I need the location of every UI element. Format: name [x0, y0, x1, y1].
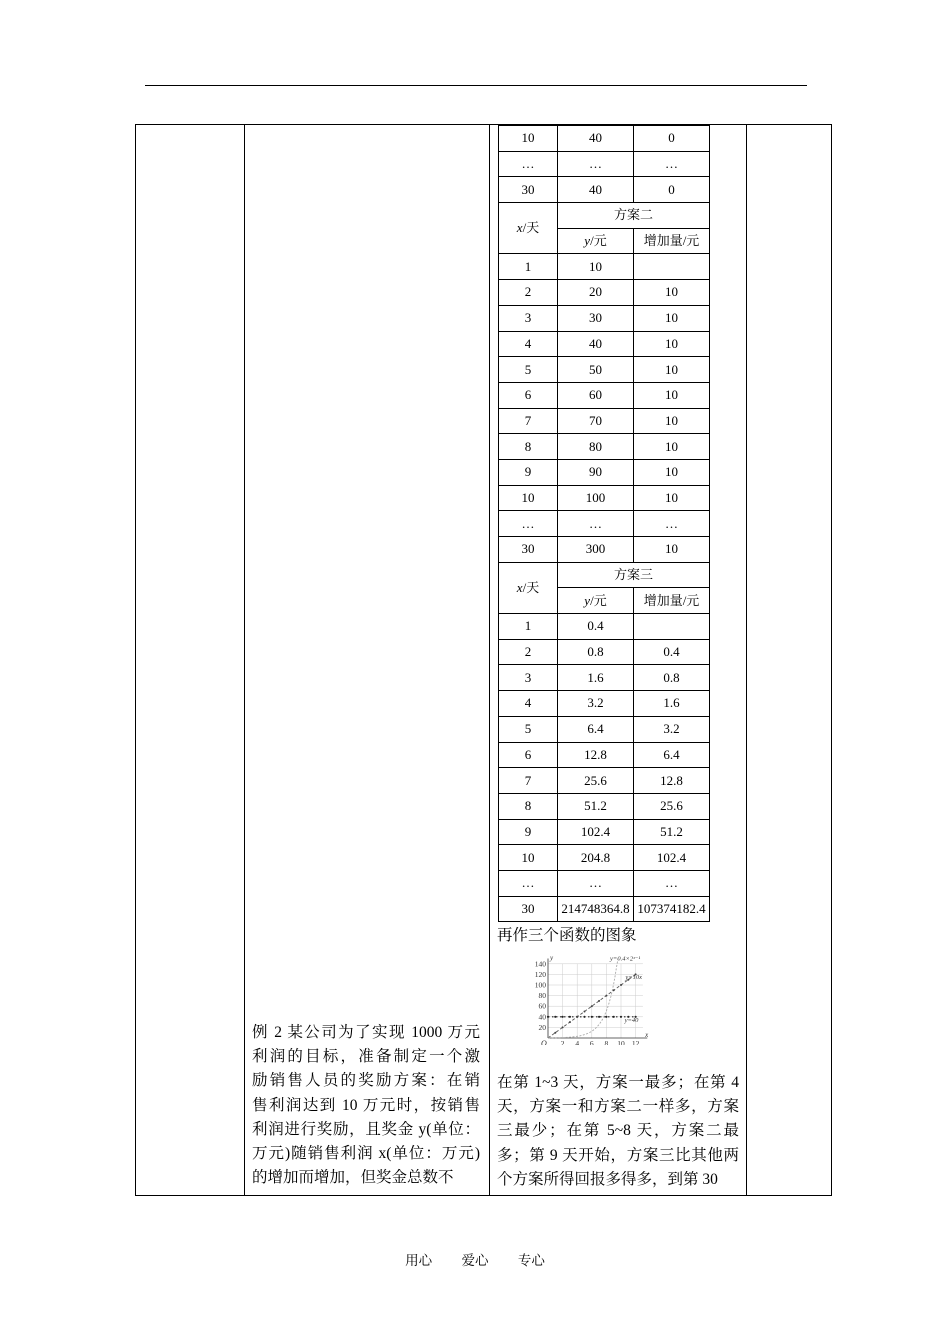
- table-cell: 2: [499, 280, 558, 306]
- data-point: [576, 1016, 578, 1018]
- series-curve: [548, 959, 618, 1038]
- y-tick-label: 80: [538, 991, 546, 1001]
- table-header-row: [499, 562, 710, 588]
- table-cell: 10: [634, 382, 710, 408]
- table-cell: …: [634, 151, 710, 177]
- table-row: [499, 408, 710, 434]
- table-cell: 70: [558, 408, 634, 434]
- table-cell: 10: [499, 845, 558, 871]
- y-tick-label: 140: [534, 959, 546, 969]
- table-row: [499, 665, 710, 691]
- table-row: [499, 126, 710, 152]
- table-row: [499, 485, 710, 511]
- table-cell: 10: [634, 280, 710, 306]
- data-point: [562, 1026, 564, 1028]
- table-cell: 4: [499, 331, 558, 357]
- table-row: [499, 691, 710, 717]
- table-cell: 40: [558, 177, 634, 203]
- table-cell: …: [634, 870, 710, 896]
- table-cell: 5: [499, 357, 558, 383]
- table-cell: …: [558, 511, 634, 537]
- table-cell: 25.6: [634, 793, 710, 819]
- table-cell: 3.2: [634, 716, 710, 742]
- table-row: [499, 896, 710, 922]
- header-rule: [145, 85, 807, 86]
- y-yuan-header: y/元: [558, 588, 634, 614]
- table-cell: …: [558, 870, 634, 896]
- table-cell: 3.2: [558, 691, 634, 717]
- table-cell: 1.6: [558, 665, 634, 691]
- x-axis-label: x: [645, 1031, 649, 1039]
- table-row: [499, 819, 710, 845]
- plan-title: 方案三: [558, 562, 710, 588]
- table-cell: 6: [499, 382, 558, 408]
- variable-symbol: x: [516, 579, 523, 595]
- table-cell: 6: [499, 742, 558, 768]
- data-point: [569, 1016, 571, 1018]
- origin-label: O: [541, 1039, 547, 1045]
- x-tick-label: 2: [560, 1039, 565, 1045]
- table-row: [499, 331, 710, 357]
- table-row: [499, 870, 710, 896]
- text-line: 利润进行奖励，且奖金 y(单位：: [252, 1120, 480, 1138]
- table-cell: 4: [499, 691, 558, 717]
- table-cell: 10: [499, 485, 558, 511]
- table-cell: 8: [499, 793, 558, 819]
- table-cell: 10: [634, 434, 710, 460]
- table-cell: …: [558, 151, 634, 177]
- data-point: [591, 1016, 593, 1018]
- data-point: [620, 984, 622, 986]
- table-row: [499, 151, 710, 177]
- table-cell: 2: [499, 639, 558, 665]
- x-day-header: x/天: [499, 562, 558, 613]
- table-cell: 0: [634, 177, 710, 203]
- table-row: [499, 177, 710, 203]
- table-cell: 10: [558, 254, 634, 280]
- table-cell: 80: [558, 434, 634, 460]
- tick-mark: [257, 124, 260, 125]
- data-point: [554, 1032, 556, 1034]
- text-line: 在第 1~3 天，方案一最多；在第 4: [497, 1074, 739, 1091]
- text-line: 个方案所得回报多得多，到第 30: [497, 1170, 718, 1188]
- table-row: [499, 793, 710, 819]
- y-axis-label: y: [550, 955, 554, 962]
- table-cell: 9: [499, 819, 558, 845]
- text-line: 售利润达到 10 万元时，按销售: [252, 1096, 480, 1114]
- data-point: [605, 1016, 607, 1018]
- table-cell: 30: [499, 177, 558, 203]
- table-cell: 51.2: [558, 793, 634, 819]
- text-line: 万元)随销售利润 x(单位：万元): [252, 1145, 480, 1163]
- text-line: 励销售人员的奖励方案：在销: [252, 1072, 480, 1090]
- column-divider: [489, 124, 490, 1196]
- text-line: 天，方案一和方案二一样多，方案: [497, 1098, 739, 1116]
- data-point: [554, 1016, 556, 1018]
- y-tick-label: 120: [534, 969, 546, 979]
- table-cell: 204.8: [558, 845, 634, 871]
- table-cell: 30: [558, 305, 634, 331]
- table-cell: 10: [634, 305, 710, 331]
- data-point: [562, 1016, 564, 1018]
- table-cell: 30: [499, 896, 558, 922]
- x-day-header: x/天: [499, 203, 558, 254]
- column-divider: [746, 124, 747, 1196]
- table-cell: 10: [634, 331, 710, 357]
- table-cell: 0.4: [558, 614, 634, 640]
- variable-symbol: y: [584, 233, 591, 249]
- y-yuan-header: y/元: [558, 228, 634, 254]
- table-cell: 10: [634, 485, 710, 511]
- table-cell: 9: [499, 459, 558, 485]
- table-cell: 107374182.4: [634, 896, 710, 922]
- text-line: 的增加而增加，但奖金总数不: [252, 1169, 454, 1187]
- table-row: [499, 254, 710, 280]
- table-cell: [634, 614, 710, 640]
- data-point: [620, 1016, 622, 1018]
- table-header-row: [499, 203, 710, 229]
- table-row: [499, 434, 710, 460]
- text-line: 多；第 9 天开始，方案三比其他两: [497, 1146, 739, 1164]
- lesson-table-frame: [135, 124, 832, 1196]
- graph-caption: 再作三个函数的图象: [497, 927, 637, 944]
- y-tick-label: 100: [534, 980, 546, 990]
- table-cell: 102.4: [634, 845, 710, 871]
- table-cell: 10: [634, 408, 710, 434]
- data-point: [591, 1005, 593, 1007]
- table-row: [499, 614, 710, 640]
- footer-word: 用心: [405, 1253, 433, 1268]
- table-cell: …: [499, 151, 558, 177]
- plan-title: 方案二: [558, 203, 710, 229]
- data-point: [613, 989, 615, 991]
- table-cell: 100: [558, 485, 634, 511]
- table-cell: 0.8: [558, 639, 634, 665]
- y-tick-label: 40: [538, 1012, 546, 1022]
- data-point: [613, 1016, 615, 1018]
- data-point: [583, 1016, 585, 1018]
- table-cell: 12.8: [558, 742, 634, 768]
- table-cell: 1: [499, 614, 558, 640]
- table-cell: 90: [558, 459, 634, 485]
- table-row: [499, 459, 710, 485]
- table-cell: 30: [499, 537, 558, 563]
- curve-label: y=0.4×2ˣ⁻¹: [610, 955, 641, 963]
- table-row: [499, 639, 710, 665]
- table-row: [499, 382, 710, 408]
- data-point: [569, 1021, 571, 1023]
- x-tick-label: 8: [604, 1039, 609, 1045]
- column-divider: [244, 124, 245, 1196]
- x-tick-label: 6: [589, 1039, 594, 1045]
- table-cell: 0.4: [634, 639, 710, 665]
- table-cell: 8: [499, 434, 558, 460]
- table-cell: 3: [499, 305, 558, 331]
- table-cell: 10: [499, 126, 558, 152]
- table-row: [499, 742, 710, 768]
- page-footer: [0, 1249, 950, 1269]
- table-cell: [634, 254, 710, 280]
- table-cell: …: [634, 511, 710, 537]
- table-cell: 60: [558, 382, 634, 408]
- table-cell: 10: [634, 357, 710, 383]
- table-cell: 10: [634, 537, 710, 563]
- text-line: 利润的目标，准备制定一个激: [252, 1048, 480, 1066]
- table-row: [499, 280, 710, 306]
- table-row: [499, 305, 710, 331]
- text-line: 三最少；在第 5~8 天，方案二最: [497, 1122, 739, 1140]
- table-cell: 102.4: [558, 819, 634, 845]
- y-tick-label: 20: [538, 1022, 546, 1032]
- function-graph: [522, 955, 704, 1045]
- table-cell: 3: [499, 665, 558, 691]
- x-tick-label: 4: [575, 1039, 580, 1045]
- footer-word: 专心: [517, 1253, 545, 1268]
- table-row: [499, 768, 710, 794]
- table-cell: 5: [499, 716, 558, 742]
- table-row: [499, 357, 710, 383]
- table-cell: 214748364.8: [558, 896, 634, 922]
- table-cell: 1: [499, 254, 558, 280]
- table-cell: …: [499, 511, 558, 537]
- text-line: 例 2 某公司为了实现 1000 万元: [252, 1024, 480, 1041]
- table-cell: 6.4: [558, 716, 634, 742]
- variable-symbol: y: [584, 592, 591, 608]
- curve-label: y=10x: [625, 974, 643, 982]
- data-point: [605, 995, 607, 997]
- table-cell: 12.8: [634, 768, 710, 794]
- variable-symbol: x: [516, 220, 523, 236]
- table-row: [499, 537, 710, 563]
- footer-word: 爱心: [461, 1253, 489, 1268]
- data-point: [547, 1016, 549, 1018]
- table-cell: 7: [499, 408, 558, 434]
- increase-header: 增加量/元: [634, 228, 710, 254]
- table-cell: 40: [558, 331, 634, 357]
- table-cell: 25.6: [558, 768, 634, 794]
- table-row: [499, 845, 710, 871]
- table-cell: 0.8: [634, 665, 710, 691]
- increase-header: 增加量/元: [634, 588, 710, 614]
- y-tick-label: 60: [538, 1001, 546, 1011]
- data-point: [598, 1016, 600, 1018]
- table-cell: 50: [558, 357, 634, 383]
- table-row: [499, 511, 710, 537]
- analysis-text: [497, 1071, 739, 1192]
- table-cell: …: [499, 870, 558, 896]
- data-point: [584, 1011, 586, 1013]
- table-cell: 6.4: [634, 742, 710, 768]
- table-cell: 40: [558, 126, 634, 152]
- table-cell: 20: [558, 280, 634, 306]
- example-2-text: [252, 1021, 480, 1190]
- table-cell: 7: [499, 768, 558, 794]
- table-cell: 0: [634, 126, 710, 152]
- returns-table: [498, 125, 710, 922]
- x-tick-label: 10: [617, 1039, 625, 1045]
- data-point: [598, 1000, 600, 1002]
- table-row: [499, 716, 710, 742]
- table-cell: 10: [634, 459, 710, 485]
- table-cell: 1.6: [634, 691, 710, 717]
- x-tick-label: 12: [631, 1039, 640, 1045]
- curve-label: y=40: [624, 1017, 639, 1025]
- table-cell: 300: [558, 537, 634, 563]
- table-cell: 51.2: [634, 819, 710, 845]
